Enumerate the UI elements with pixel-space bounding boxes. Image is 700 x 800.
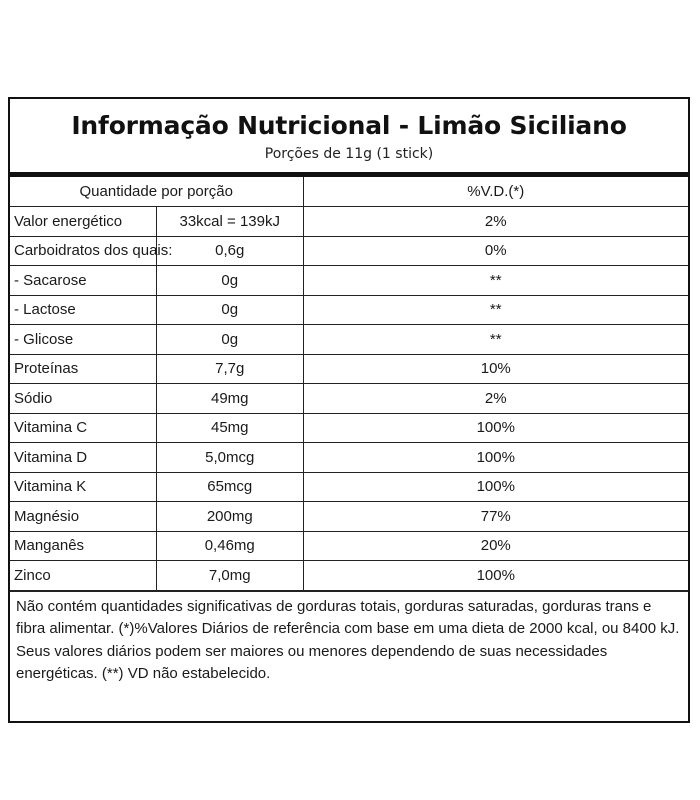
nutrient-dv: ** <box>303 325 688 355</box>
table-row <box>10 561 688 591</box>
table-row <box>10 443 688 473</box>
nutrient-dv: 77% <box>303 502 688 532</box>
nutrient-name: Magnésio <box>10 502 157 532</box>
nutrient-name: Carboidratos dos quais: <box>10 236 157 266</box>
nutrient-amount: 0,46mg <box>157 531 304 561</box>
table-row <box>10 472 688 502</box>
nutrient-amount: 65mcg <box>157 472 304 502</box>
nutrient-amount: 0g <box>157 266 304 296</box>
portion-size: Porções de 11g (1 stick) <box>264 146 434 162</box>
nutrient-name: Valor energético <box>10 207 157 237</box>
nutrient-name: Vitamina C <box>10 413 157 443</box>
table-row <box>10 295 688 325</box>
nutrient-amount: 33kcal = 139kJ <box>157 207 304 237</box>
nutrient-amount: 0,6g <box>157 236 304 266</box>
nutrient-dv: 100% <box>303 472 688 502</box>
nutrient-amount: 45mg <box>157 413 304 443</box>
nutrient-dv: ** <box>303 266 688 296</box>
nutrition-facts-panel <box>8 97 690 723</box>
table-row <box>10 325 688 355</box>
table-row <box>10 384 688 414</box>
nutrient-dv: 100% <box>303 413 688 443</box>
nutrient-name: Vitamina K <box>10 472 157 502</box>
nutrient-dv: 10% <box>303 354 688 384</box>
table-row <box>10 266 688 296</box>
nutrient-name: - Glicose <box>10 325 157 355</box>
table-row <box>10 354 688 384</box>
title-block <box>10 99 688 177</box>
nutrient-amount: 7,7g <box>157 354 304 384</box>
header-dv: %V.D.(*) <box>303 177 688 207</box>
nutrient-name: - Lactose <box>10 295 157 325</box>
table-header-row <box>10 177 688 207</box>
nutrient-dv: 100% <box>303 561 688 591</box>
nutrient-name: Sódio <box>10 384 157 414</box>
nutrient-dv: 20% <box>303 531 688 561</box>
nutrient-name: Proteínas <box>10 354 157 384</box>
nutrient-dv: 0% <box>303 236 688 266</box>
table-row <box>10 207 688 237</box>
nutrient-name: Vitamina D <box>10 443 157 473</box>
table-row <box>10 236 688 266</box>
table-row <box>10 531 688 561</box>
nutrient-name: Manganês <box>10 531 157 561</box>
nutrient-name: Zinco <box>10 561 157 591</box>
nutrient-name: - Sacarose <box>10 266 157 296</box>
nutrient-amount: 49mg <box>157 384 304 414</box>
nutrient-dv: 2% <box>303 207 688 237</box>
nutrient-amount: 7,0mg <box>157 561 304 591</box>
table-row <box>10 413 688 443</box>
nutrient-dv: 100% <box>303 443 688 473</box>
nutrient-dv: ** <box>303 295 688 325</box>
nutrient-amount: 0g <box>157 295 304 325</box>
nutrient-amount: 5,0mcg <box>157 443 304 473</box>
nutrient-dv: 2% <box>303 384 688 414</box>
footnote: Não contém quantidades significativas de gorduras totais, gorduras saturadas, gorduras trans e fibra alimentar. (*)%Valores Diários de referência com base em uma dieta de 2000 kcal, ou 8400 kJ. Seus valores diários podem ser maiores ou menores dependendo de suas necessidades energéticas. (**) VD não estabelecido. <box>10 591 688 686</box>
label-title: Informação Nutricional - Limão Siciliano <box>71 111 627 140</box>
nutrient-amount: 0g <box>157 325 304 355</box>
nutrition-table <box>10 177 688 591</box>
table-row <box>10 502 688 532</box>
header-quantity: Quantidade por porção <box>10 177 303 207</box>
nutrient-amount: 200mg <box>157 502 304 532</box>
